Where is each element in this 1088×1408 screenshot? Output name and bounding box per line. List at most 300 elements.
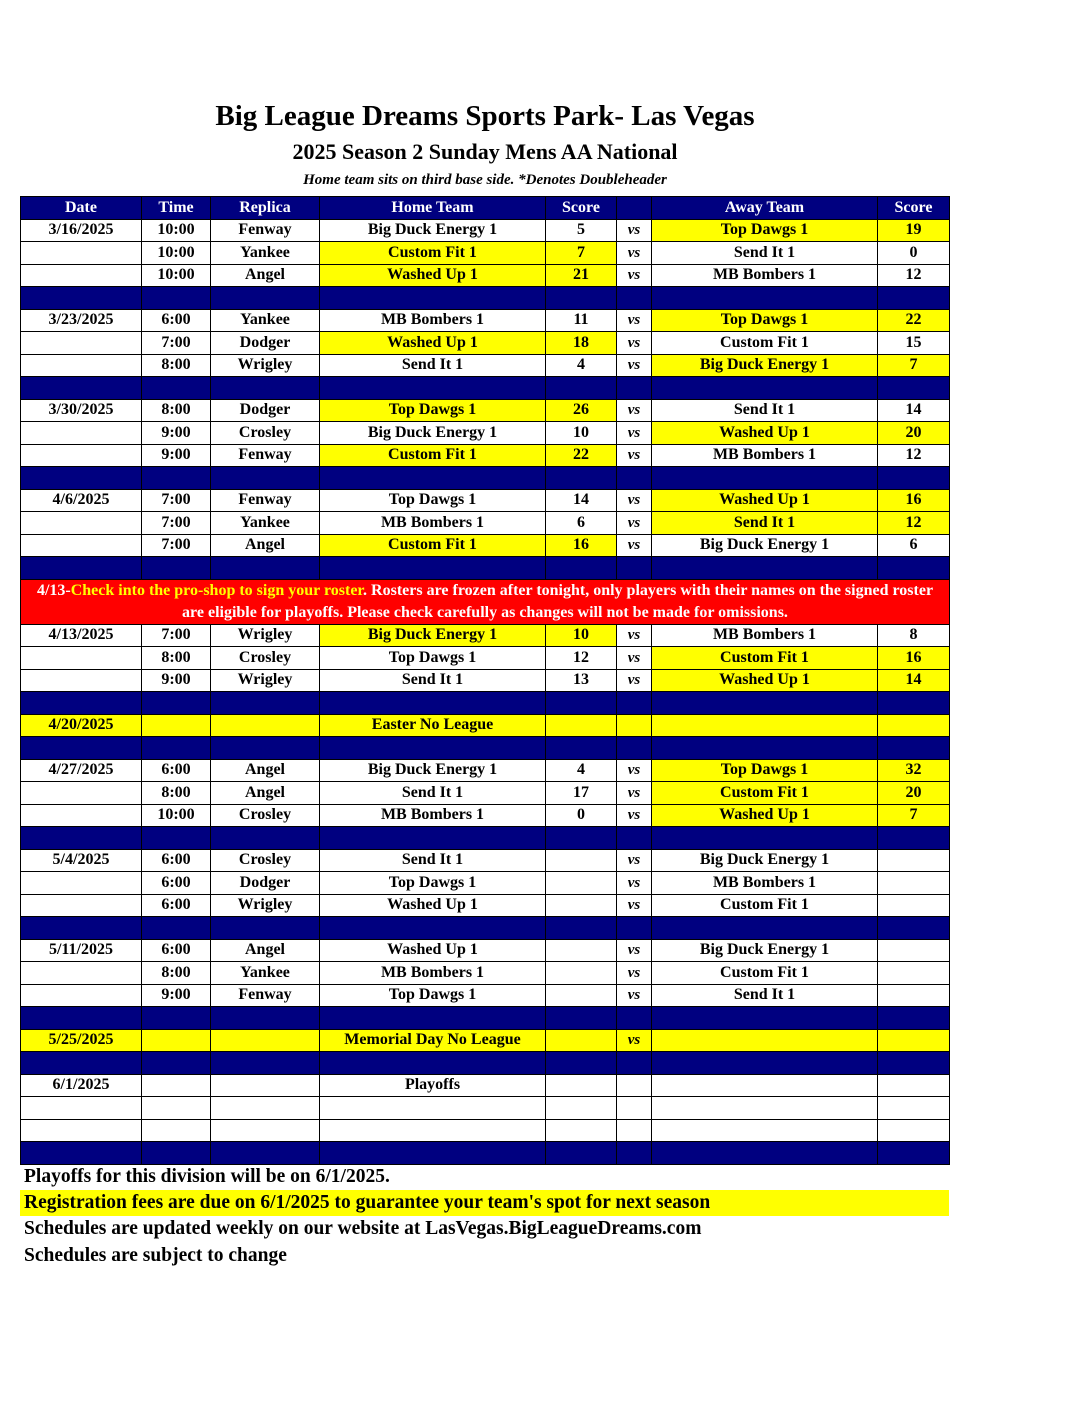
game-date	[21, 647, 142, 670]
game-field: Crosley	[211, 849, 320, 872]
away-score	[878, 1097, 950, 1120]
table-row	[21, 849, 950, 872]
away-team: Big Duck Energy 1	[652, 534, 878, 557]
home-team: MB Bombers 1	[320, 804, 546, 827]
away-score	[878, 1029, 950, 1052]
separator-cell	[652, 287, 878, 310]
game-time: 6:00	[142, 309, 211, 332]
vs-label: vs	[617, 242, 652, 265]
game-time: 10:00	[142, 242, 211, 265]
vs-label: vs	[617, 804, 652, 827]
game-date: 3/23/2025	[21, 309, 142, 332]
separator-cell	[652, 1052, 878, 1075]
separator-cell	[21, 557, 142, 580]
separator-cell	[652, 1142, 878, 1165]
separator-cell	[546, 917, 617, 940]
away-score: 20	[878, 782, 950, 805]
separator-cell	[320, 917, 546, 940]
separator-row	[21, 1007, 950, 1030]
notice-date: 4/13-	[36, 581, 71, 599]
home-team: Custom Fit 1	[320, 534, 546, 557]
separator-cell	[142, 737, 211, 760]
col-header-vs	[617, 197, 652, 220]
game-field: Yankee	[211, 309, 320, 332]
separator-cell	[211, 1142, 320, 1165]
vs-label: vs	[617, 669, 652, 692]
separator-cell	[21, 1007, 142, 1030]
game-field	[211, 1074, 320, 1097]
away-score: 14	[878, 399, 950, 422]
game-time: 7:00	[142, 332, 211, 355]
home-team: Big Duck Energy 1	[320, 219, 546, 242]
vs-label	[617, 1074, 652, 1097]
col-header-away-team: Away Team	[652, 197, 878, 220]
separator-cell	[142, 692, 211, 715]
game-time: 6:00	[142, 894, 211, 917]
vs-label: vs	[617, 759, 652, 782]
game-field: Dodger	[211, 872, 320, 895]
away-score	[878, 1119, 950, 1142]
home-score: 21	[546, 264, 617, 287]
home-score: 22	[546, 444, 617, 467]
separator-cell	[21, 287, 142, 310]
vs-label: vs	[617, 984, 652, 1007]
separator-cell	[320, 1007, 546, 1030]
away-score	[878, 1074, 950, 1097]
col-header-away-score: Score	[878, 197, 950, 220]
separator-row	[21, 692, 950, 715]
game-field: Angel	[211, 264, 320, 287]
vs-label: vs	[617, 849, 652, 872]
game-date	[21, 984, 142, 1007]
schedule-table	[20, 196, 950, 1165]
separator-cell	[878, 827, 950, 850]
game-field	[211, 1119, 320, 1142]
home-score	[546, 894, 617, 917]
game-field: Angel	[211, 782, 320, 805]
separator-row	[21, 1052, 950, 1075]
separator-cell	[617, 692, 652, 715]
separator-cell	[546, 557, 617, 580]
game-date: 5/11/2025	[21, 939, 142, 962]
home-team: Playoffs	[320, 1074, 546, 1097]
game-field: Wrigley	[211, 354, 320, 377]
home-team: MB Bombers 1	[320, 309, 546, 332]
game-date: 4/20/2025	[21, 714, 142, 737]
separator-row	[21, 557, 950, 580]
game-time: 7:00	[142, 512, 211, 535]
separator-row	[21, 1142, 950, 1165]
away-team: MB Bombers 1	[652, 624, 878, 647]
game-field: Crosley	[211, 422, 320, 445]
game-field: Wrigley	[211, 894, 320, 917]
separator-cell	[878, 467, 950, 490]
separator-cell	[617, 377, 652, 400]
footer-playoffs-note: Playoffs for this division will be on 6/1/2025.	[24, 1166, 390, 1187]
game-field: Yankee	[211, 512, 320, 535]
separator-cell	[142, 1142, 211, 1165]
separator-cell	[652, 377, 878, 400]
table-row	[21, 309, 950, 332]
home-team: Send It 1	[320, 782, 546, 805]
away-score	[878, 939, 950, 962]
game-date	[21, 1119, 142, 1142]
separator-cell	[320, 467, 546, 490]
separator-cell	[142, 287, 211, 310]
separator-row	[21, 377, 950, 400]
away-score: 20	[878, 422, 950, 445]
separator-cell	[617, 287, 652, 310]
separator-cell	[546, 1007, 617, 1030]
away-score: 12	[878, 444, 950, 467]
home-score	[546, 1119, 617, 1142]
home-score: 11	[546, 309, 617, 332]
home-team: Custom Fit 1	[320, 444, 546, 467]
game-field	[211, 714, 320, 737]
game-time: 9:00	[142, 669, 211, 692]
game-time: 8:00	[142, 962, 211, 985]
away-score: 7	[878, 354, 950, 377]
game-time	[142, 1119, 211, 1142]
game-time: 6:00	[142, 939, 211, 962]
game-field: Crosley	[211, 647, 320, 670]
vs-label: vs	[617, 332, 652, 355]
table-row	[21, 1074, 950, 1097]
away-team: Big Duck Energy 1	[652, 354, 878, 377]
game-date	[21, 354, 142, 377]
game-field: Wrigley	[211, 624, 320, 647]
game-time: 8:00	[142, 399, 211, 422]
vs-label: vs	[617, 782, 652, 805]
away-score: 16	[878, 489, 950, 512]
game-date: 6/1/2025	[21, 1074, 142, 1097]
vs-label: vs	[617, 624, 652, 647]
game-time: 10:00	[142, 804, 211, 827]
game-field: Yankee	[211, 962, 320, 985]
separator-cell	[546, 287, 617, 310]
vs-label: vs	[617, 872, 652, 895]
table-row	[21, 242, 950, 265]
game-field: Fenway	[211, 444, 320, 467]
home-score	[546, 714, 617, 737]
schedule-body	[21, 219, 950, 1164]
separator-cell	[878, 1052, 950, 1075]
separator-cell	[211, 287, 320, 310]
away-team: Big Duck Energy 1	[652, 939, 878, 962]
no-league-label: Memorial Day No League	[320, 1029, 546, 1052]
away-score: 12	[878, 512, 950, 535]
home-team: Send It 1	[320, 849, 546, 872]
separator-cell	[320, 692, 546, 715]
table-row	[21, 872, 950, 895]
vs-label	[617, 1097, 652, 1120]
table-row	[21, 219, 950, 242]
away-team: MB Bombers 1	[652, 872, 878, 895]
separator-cell	[652, 737, 878, 760]
table-row	[21, 1097, 950, 1120]
roster-notice-row	[21, 579, 950, 624]
table-row	[21, 512, 950, 535]
table-row	[21, 962, 950, 985]
home-team: Top Dawgs 1	[320, 647, 546, 670]
separator-cell	[211, 557, 320, 580]
home-score: 4	[546, 759, 617, 782]
vs-label	[617, 1119, 652, 1142]
separator-row	[21, 917, 950, 940]
game-time: 9:00	[142, 422, 211, 445]
separator-cell	[21, 1142, 142, 1165]
separator-cell	[211, 827, 320, 850]
game-time: 8:00	[142, 782, 211, 805]
home-team	[320, 1119, 546, 1142]
home-score: 10	[546, 624, 617, 647]
away-team	[652, 1097, 878, 1120]
separator-cell	[320, 287, 546, 310]
separator-cell	[878, 287, 950, 310]
home-team: MB Bombers 1	[320, 962, 546, 985]
game-date: 4/13/2025	[21, 624, 142, 647]
separator-cell	[617, 557, 652, 580]
game-time	[142, 714, 211, 737]
table-row	[21, 422, 950, 445]
home-team: Top Dawgs 1	[320, 399, 546, 422]
separator-cell	[878, 692, 950, 715]
separator-cell	[211, 1007, 320, 1030]
table-row	[21, 782, 950, 805]
away-team: Custom Fit 1	[652, 962, 878, 985]
away-team: Send It 1	[652, 512, 878, 535]
away-team: Top Dawgs 1	[652, 309, 878, 332]
table-row	[21, 759, 950, 782]
away-team: Big Duck Energy 1	[652, 849, 878, 872]
game-date	[21, 804, 142, 827]
home-team: Top Dawgs 1	[320, 872, 546, 895]
away-score: 15	[878, 332, 950, 355]
separator-row	[21, 467, 950, 490]
game-date	[21, 242, 142, 265]
table-header-row	[21, 197, 950, 220]
game-date	[21, 782, 142, 805]
game-time: 7:00	[142, 534, 211, 557]
vs-label: vs	[617, 647, 652, 670]
separator-cell	[652, 467, 878, 490]
away-score	[878, 872, 950, 895]
separator-row	[21, 287, 950, 310]
schedule-note: Home team sits on third base side. *Denotes Doubleheader	[303, 172, 667, 188]
home-score: 7	[546, 242, 617, 265]
separator-cell	[546, 737, 617, 760]
game-field: Dodger	[211, 332, 320, 355]
table-row	[21, 332, 950, 355]
vs-label: vs	[617, 962, 652, 985]
home-team: MB Bombers 1	[320, 512, 546, 535]
separator-cell	[878, 737, 950, 760]
game-time: 8:00	[142, 354, 211, 377]
col-header-time: Time	[142, 197, 211, 220]
game-field: Wrigley	[211, 669, 320, 692]
separator-cell	[878, 917, 950, 940]
away-team: MB Bombers 1	[652, 264, 878, 287]
separator-cell	[652, 557, 878, 580]
away-score: 7	[878, 804, 950, 827]
home-score	[546, 984, 617, 1007]
game-field	[211, 1029, 320, 1052]
game-date	[21, 872, 142, 895]
table-row	[21, 804, 950, 827]
game-time: 10:00	[142, 264, 211, 287]
separator-cell	[211, 377, 320, 400]
game-date: 4/6/2025	[21, 489, 142, 512]
home-team: Custom Fit 1	[320, 242, 546, 265]
home-score: 16	[546, 534, 617, 557]
away-score: 19	[878, 219, 950, 242]
separator-cell	[211, 692, 320, 715]
game-date: 3/16/2025	[21, 219, 142, 242]
separator-cell	[320, 1142, 546, 1165]
away-team: Top Dawgs 1	[652, 219, 878, 242]
home-team: Washed Up 1	[320, 939, 546, 962]
separator-cell	[142, 377, 211, 400]
roster-notice	[21, 579, 950, 624]
footer-change-note: Schedules are subject to change	[24, 1245, 287, 1266]
game-field: Angel	[211, 939, 320, 962]
home-score	[546, 1074, 617, 1097]
game-date	[21, 534, 142, 557]
home-team: Big Duck Energy 1	[320, 624, 546, 647]
game-time: 9:00	[142, 444, 211, 467]
page-title: Big League Dreams Sports Park- Las Vegas	[215, 100, 755, 132]
game-date	[21, 264, 142, 287]
game-field: Fenway	[211, 984, 320, 1007]
no-league-row	[21, 714, 950, 737]
home-team: Big Duck Energy 1	[320, 759, 546, 782]
away-score: 32	[878, 759, 950, 782]
away-score: 6	[878, 534, 950, 557]
separator-cell	[878, 1007, 950, 1030]
separator-cell	[546, 377, 617, 400]
home-team: Send It 1	[320, 669, 546, 692]
home-team: Washed Up 1	[320, 332, 546, 355]
notice-text: . Rosters are frozen after tonight, only players with their names on the signed roster are eligible for playoffs. Please check carefully as changes will not be made for omissions.	[182, 581, 934, 621]
vs-label	[617, 714, 652, 737]
home-score	[546, 1029, 617, 1052]
separator-cell	[21, 827, 142, 850]
game-date	[21, 422, 142, 445]
vs-label: vs	[617, 399, 652, 422]
away-score: 22	[878, 309, 950, 332]
away-team: Washed Up 1	[652, 669, 878, 692]
away-team	[652, 1119, 878, 1142]
away-score: 0	[878, 242, 950, 265]
away-team	[652, 1074, 878, 1097]
home-team: Big Duck Energy 1	[320, 422, 546, 445]
home-team: Washed Up 1	[320, 894, 546, 917]
game-time: 7:00	[142, 624, 211, 647]
game-time: 6:00	[142, 849, 211, 872]
footer-registration-note: Registration fees are due on 6/1/2025 to guarantee your team's spot for next season	[20, 1190, 949, 1216]
home-score	[546, 939, 617, 962]
separator-cell	[142, 467, 211, 490]
game-field: Angel	[211, 534, 320, 557]
game-time	[142, 1074, 211, 1097]
table-row	[21, 264, 950, 287]
vs-label: vs	[617, 939, 652, 962]
separator-cell	[878, 1142, 950, 1165]
table-row	[21, 939, 950, 962]
game-date	[21, 512, 142, 535]
vs-label: vs	[617, 1029, 652, 1052]
page-subtitle: 2025 Season 2 Sunday Mens AA National	[292, 139, 678, 164]
col-header-home-team: Home Team	[320, 197, 546, 220]
separator-cell	[546, 692, 617, 715]
separator-cell	[142, 557, 211, 580]
separator-cell	[652, 1007, 878, 1030]
home-score: 12	[546, 647, 617, 670]
home-score: 26	[546, 399, 617, 422]
game-date	[21, 332, 142, 355]
game-date	[21, 1097, 142, 1120]
home-score	[546, 872, 617, 895]
separator-cell	[142, 917, 211, 940]
separator-cell	[21, 737, 142, 760]
away-team: MB Bombers 1	[652, 444, 878, 467]
separator-cell	[878, 377, 950, 400]
game-field: Angel	[211, 759, 320, 782]
away-score	[878, 962, 950, 985]
home-score: 6	[546, 512, 617, 535]
table-row	[21, 1119, 950, 1142]
home-score: 18	[546, 332, 617, 355]
table-row	[21, 489, 950, 512]
table-row	[21, 647, 950, 670]
separator-cell	[320, 827, 546, 850]
separator-cell	[320, 737, 546, 760]
separator-cell	[617, 1142, 652, 1165]
table-row	[21, 354, 950, 377]
away-score	[878, 894, 950, 917]
home-team: Washed Up 1	[320, 264, 546, 287]
table-row	[21, 669, 950, 692]
away-team: Washed Up 1	[652, 422, 878, 445]
away-score: 12	[878, 264, 950, 287]
vs-label: vs	[617, 444, 652, 467]
separator-cell	[211, 467, 320, 490]
away-score	[878, 714, 950, 737]
separator-row	[21, 827, 950, 850]
separator-cell	[617, 917, 652, 940]
away-team: Custom Fit 1	[652, 332, 878, 355]
separator-cell	[652, 917, 878, 940]
game-time: 8:00	[142, 647, 211, 670]
separator-cell	[21, 467, 142, 490]
game-date: 5/4/2025	[21, 849, 142, 872]
game-date: 4/27/2025	[21, 759, 142, 782]
home-score: 10	[546, 422, 617, 445]
notice-highlight: Check into the pro-shop to sign your roster	[70, 581, 364, 599]
away-team: Send It 1	[652, 399, 878, 422]
game-field: Crosley	[211, 804, 320, 827]
vs-label: vs	[617, 422, 652, 445]
vs-label: vs	[617, 309, 652, 332]
home-team: Top Dawgs 1	[320, 489, 546, 512]
game-field: Fenway	[211, 489, 320, 512]
away-team	[652, 714, 878, 737]
separator-cell	[211, 917, 320, 940]
game-time: 6:00	[142, 759, 211, 782]
table-row	[21, 624, 950, 647]
separator-cell	[546, 467, 617, 490]
away-score: 16	[878, 647, 950, 670]
